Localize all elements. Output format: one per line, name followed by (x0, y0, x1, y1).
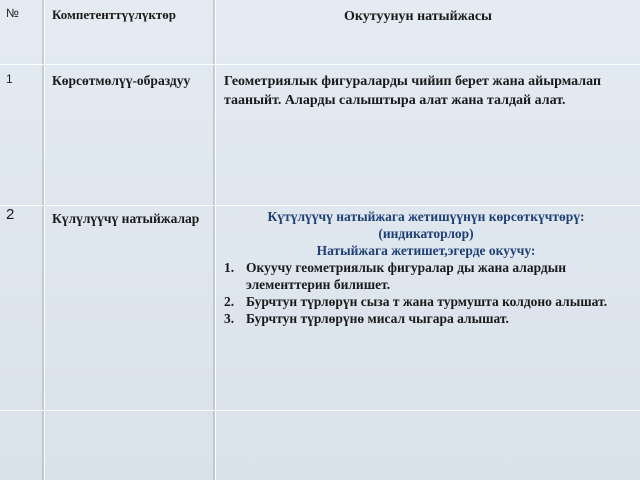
result-cell: Геометриялык фигураларды чийип берет жана айырмалап тааныйт. Аларды салыштыра алат жана талдай алат. (224, 74, 602, 108)
indicator-list (220, 259, 632, 327)
row-divider (0, 205, 640, 206)
header-competence: Компетенттүүлүктөр (52, 7, 176, 22)
indicators-title: Күтүлүүчү натыйжага жетишүүнүн көрсөткүчтөрү: (индикаторлор) (267, 209, 585, 241)
column-divider (44, 0, 45, 480)
list-text: Окуучу геометриялык фигуралар ды жана алардын элементтерин билишет. (246, 260, 567, 292)
row-divider (0, 64, 640, 65)
list-text: Бурчтун түрлөрүн сыза т жана турмушта колдоно алышат. (246, 294, 608, 309)
result-cell (220, 208, 632, 327)
header-number: № (6, 6, 19, 20)
row-number: 2 (6, 206, 15, 223)
list-item (220, 259, 632, 293)
list-item (220, 293, 632, 310)
list-index: 1. (224, 260, 235, 275)
header-result: Окутуунун натыйжасы (344, 9, 492, 24)
list-index: 3. (224, 311, 235, 326)
row-divider (0, 410, 640, 411)
row-number: 1 (6, 72, 13, 86)
list-text: Бурчтун түрлөрүнө мисал чыгара алышат. (246, 311, 509, 326)
list-index: 2. (224, 294, 235, 309)
column-divider (215, 0, 216, 480)
competence-cell: Көрсөтмөлүү-образдуу (52, 73, 191, 88)
indicators-subtitle: Натыйжага жетишет,эгерде окуучу: (316, 243, 536, 258)
competence-cell: Күлүлүүчү натыйжалар (52, 211, 200, 226)
list-item (220, 310, 632, 327)
